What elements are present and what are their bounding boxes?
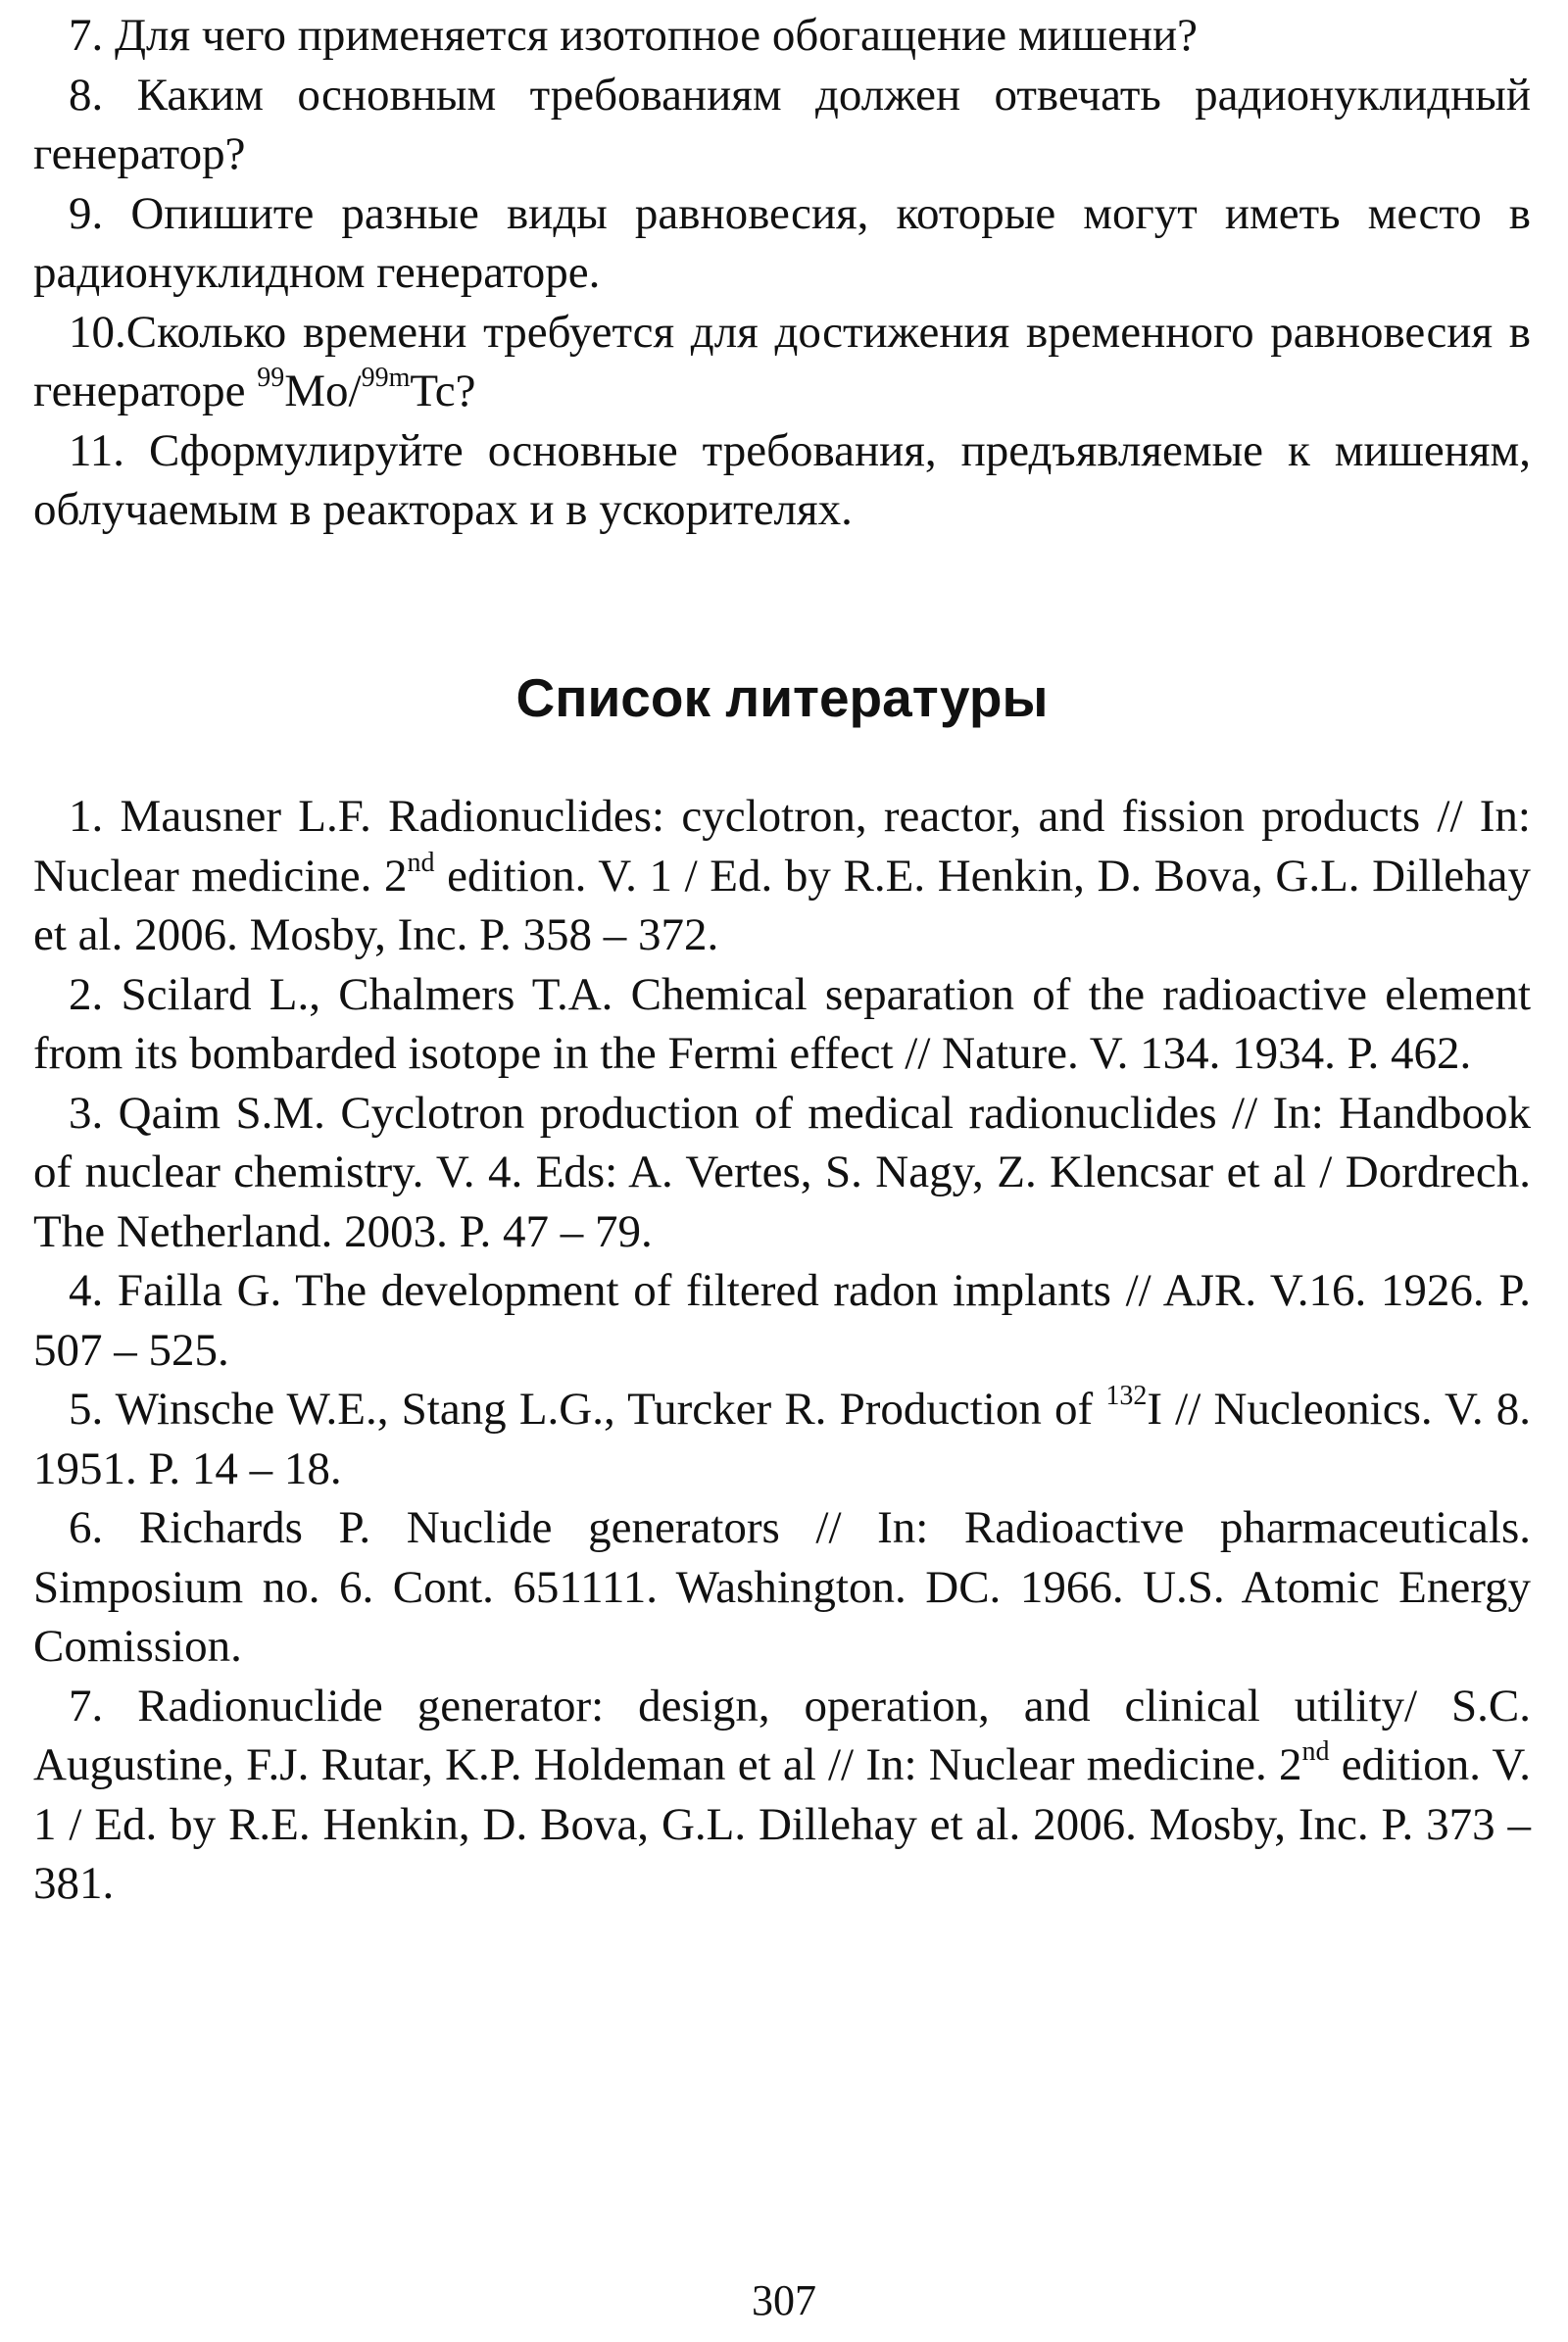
question-item <box>33 184 1531 303</box>
reference-text: edition. V. 1 / Ed. by R.E. Henkin, D. Bova, G.L. Dillehay et al. 2006. Mosby, Inc. P. 373 – 381. <box>33 1739 1531 1909</box>
reference-text: I // Nucleonics. V. 8. 1951. P. 14 – 18. <box>33 1384 1531 1494</box>
question-text: Сколько времени требуется для достижения временного равновесия в генераторе <box>33 306 1531 416</box>
reference-text: Scilard L., Chalmers T.A. Chemical separation of the radioactive element from its bombarded isotope in the Fermi effect // Nature. V. 134. 1934. P. 462. <box>33 968 1532 1079</box>
superscript: nd <box>407 847 435 878</box>
superscript: 132 <box>1105 1381 1148 1412</box>
question-text: Сформулируйте основные требования, предъявляемые к мишеням, облучаемым в реакторах и в ускорителях. <box>33 424 1532 535</box>
reference-number: 7. <box>69 1680 104 1732</box>
question-item <box>33 66 1531 184</box>
reference-number: 2. <box>69 968 104 1020</box>
question-number: 10. <box>69 306 126 358</box>
question-text: Опишите разные виды равновесия, которые могут иметь место в радионуклидном генераторе. <box>33 187 1531 298</box>
question-number: 9. <box>69 187 104 239</box>
page-number: 307 <box>752 2276 816 2324</box>
reference-item <box>33 1677 1531 1914</box>
reference-number: 3. <box>69 1087 104 1139</box>
reference-number: 5. <box>69 1384 104 1435</box>
reference-item <box>33 965 1531 1084</box>
question-number: 7. <box>69 10 104 61</box>
references-list <box>33 787 1531 1914</box>
question-number: 8. <box>69 69 104 121</box>
reference-item <box>33 1498 1531 1677</box>
question-text: Mo/ <box>284 366 362 416</box>
reference-text: Radionuclide generator: design, operation, and clinical utility/ S.C. Augustine, F.J. Rutar, K.P. Holdeman et al // In: Nuclear medicine. 2 <box>33 1680 1531 1790</box>
reference-item <box>33 1380 1531 1498</box>
reference-text: Failla G. The development of filtered radon implants // AJR. V.16. 1926. P. 507 – 525. <box>33 1265 1531 1376</box>
question-text: Каким основным требованиям должен отвечать радионуклидный генератор? <box>33 69 1532 179</box>
reference-number: 6. <box>69 1502 104 1553</box>
reference-number: 4. <box>69 1265 104 1316</box>
question-item <box>33 303 1531 421</box>
reference-text: Richards P. Nuclide generators // In: Radioactive pharmaceuticals. Simposium no. 6. Cont. 651111. Washington. DC. 1966. U.S. Atomic Energy Comission. <box>33 1502 1531 1672</box>
question-number: 11. <box>69 424 125 476</box>
reference-item <box>33 787 1531 965</box>
reference-text: Mausner L.F. Radionuclides: cyclotron, reactor, and fission products // In: Nuclear medicine. 2 <box>33 791 1531 902</box>
reference-item <box>33 1261 1531 1380</box>
question-list <box>33 6 1531 540</box>
question-item <box>33 421 1531 540</box>
question-text: Tc? <box>410 366 476 416</box>
question-item <box>33 6 1531 66</box>
reference-text: edition. V. 1 / Ed. by R.E. Henkin, D. Bova, G.L. Dillehay et al. 2006. Mosby, Inc. P. 358 – 372. <box>33 850 1531 960</box>
page <box>33 0 1532 1909</box>
question-text: Для чего применяется изотопное обогащение мишени? <box>115 10 1198 61</box>
superscript: 99 <box>257 363 285 394</box>
references-heading: Список литературы <box>515 667 1049 728</box>
superscript: 99m <box>361 363 411 394</box>
superscript: nd <box>1301 1736 1330 1768</box>
reference-number: 1. <box>69 791 104 842</box>
reference-text: Winsche W.E., Stang L.G., Turcker R. Production of <box>115 1384 1106 1435</box>
reference-text: Qaim S.M. Cyclotron production of medical radionuclides // In: Handbook of nuclear chemistry. V. 4. Eds: A. Vertes, S. Nagy, Z. Klencsar et al / Dordrech. The Netherland. 2003. P. 47 – 79. <box>33 1087 1531 1257</box>
reference-item <box>33 1084 1531 1262</box>
